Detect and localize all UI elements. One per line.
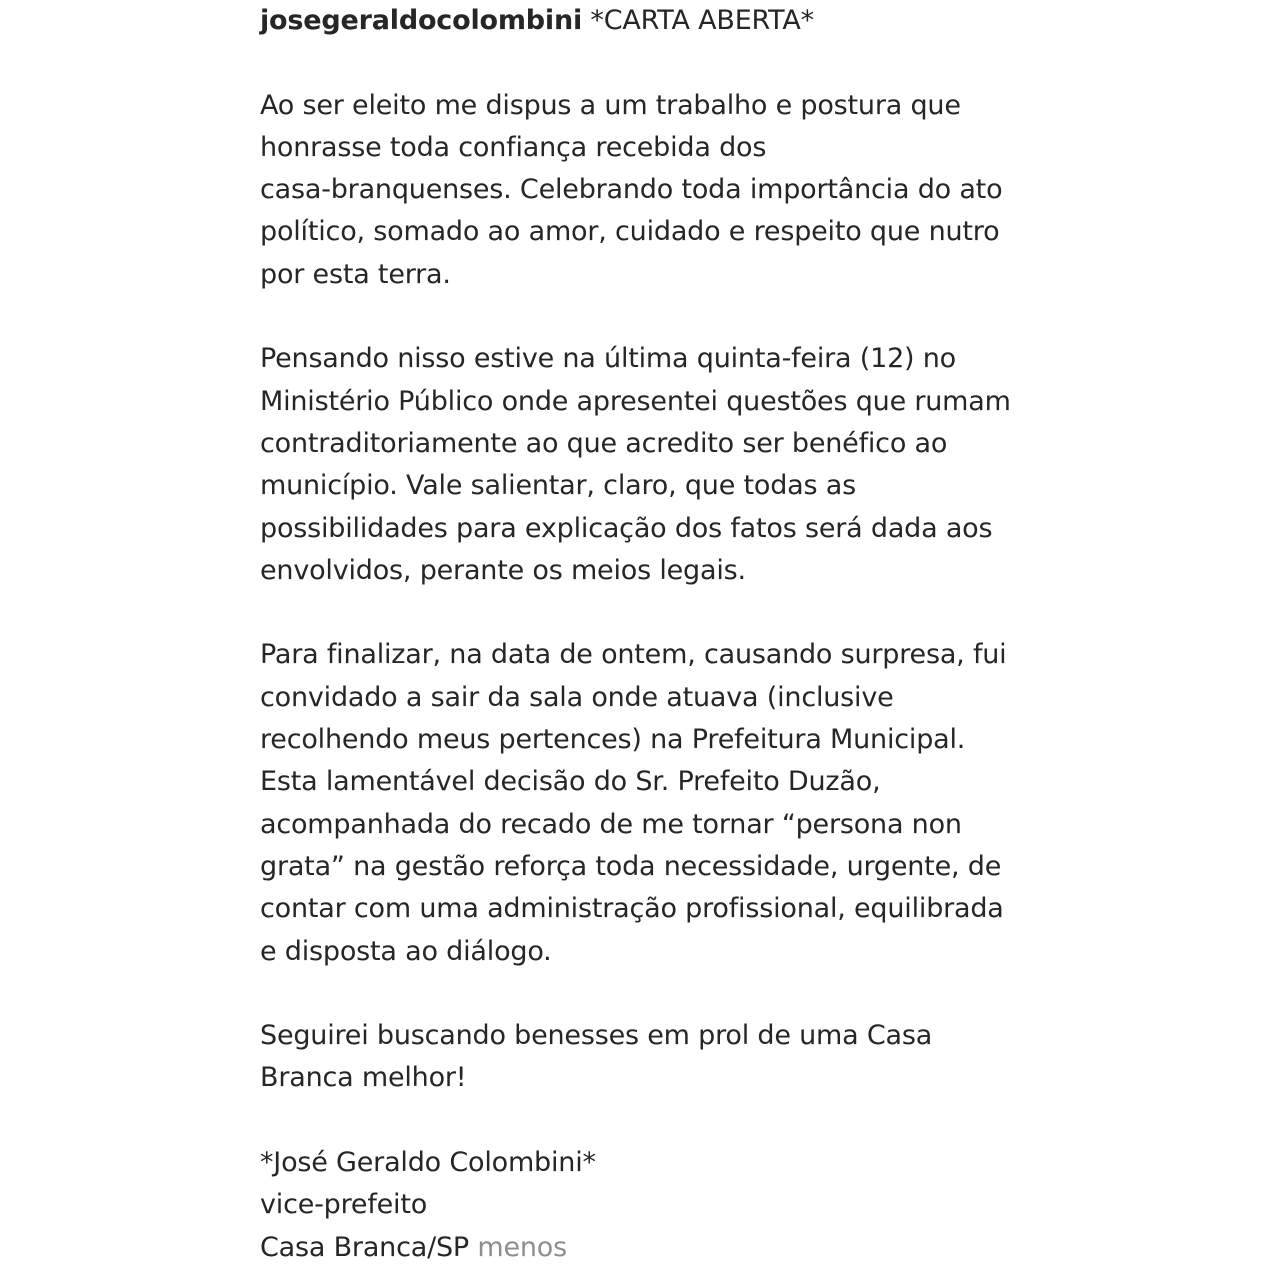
caption-line: Ao ser eleito me dispus a um trabalho e postura que bbox=[260, 89, 961, 121]
caption-paragraph-2 bbox=[260, 338, 1090, 592]
signature-block bbox=[260, 1142, 1090, 1269]
signature-role: vice-prefeito bbox=[260, 1189, 428, 1221]
caption-paragraph-3 bbox=[260, 634, 1090, 972]
caption-headline: *CARTA ABERTA* bbox=[582, 5, 814, 36]
caption-line: convidado a sair da sala onde atuava (inclusive bbox=[260, 681, 894, 713]
caption-line: acompanhada do recado de me tornar “persona non bbox=[260, 808, 962, 840]
caption-line: município. Vale salientar, claro, que todas as bbox=[260, 470, 856, 502]
caption-line: Branca melhor! bbox=[260, 1062, 467, 1094]
caption-line: contraditoriamente ao que acredito ser benéfico ao bbox=[260, 427, 948, 459]
spacer bbox=[260, 296, 1090, 338]
caption-line: político, somado ao amor, cuidado e respeito que nutro bbox=[260, 216, 1000, 248]
caption-line: envolvidos, perante os meios legais. bbox=[260, 554, 746, 586]
signature-name: *José Geraldo Colombini* bbox=[260, 1147, 596, 1179]
spacer bbox=[260, 592, 1090, 634]
spacer bbox=[260, 42, 1090, 84]
caption-line: Seguirei buscando benesses em prol de uma Casa bbox=[260, 1020, 933, 1052]
caption-line: recolhendo meus pertences) na Prefeitura Municipal. bbox=[260, 724, 966, 756]
caption-line: e disposta ao diálogo. bbox=[260, 935, 552, 967]
caption-paragraph-1 bbox=[260, 85, 1090, 296]
caption-line: honrasse toda confiança recebida dos bbox=[260, 131, 767, 163]
username-link[interactable]: josegeraldocolombini bbox=[260, 5, 583, 36]
caption-paragraph-4 bbox=[260, 1015, 1090, 1100]
caption-line: grata” na gestão reforça toda necessidade, urgente, de bbox=[260, 850, 1002, 882]
caption-header bbox=[260, 0, 1090, 42]
caption-line: casa-branquenses. Celebrando toda importância do ato bbox=[260, 174, 1003, 206]
post-caption bbox=[260, 0, 1090, 1269]
less-button[interactable]: menos bbox=[477, 1231, 567, 1263]
caption-line: Esta lamentável decisão do Sr. Prefeito Duzão, bbox=[260, 766, 881, 798]
spacer bbox=[260, 973, 1090, 1015]
spacer bbox=[260, 1100, 1090, 1142]
caption-line: contar com uma administração profissional, equilibrada bbox=[260, 893, 1004, 925]
caption-line: Pensando nisso estive na última quinta-feira (12) no bbox=[260, 343, 956, 375]
signature-location-line bbox=[260, 1227, 1090, 1269]
caption-line: por esta terra. bbox=[260, 258, 451, 290]
signature-location: Casa Branca/SP bbox=[260, 1231, 469, 1263]
caption-line: Ministério Público onde apresentei questões que rumam bbox=[260, 385, 1011, 417]
caption-line: Para finalizar, na data de ontem, causando surpresa, fui bbox=[260, 639, 1007, 671]
caption-line: possibilidades para explicação dos fatos será dada aos bbox=[260, 512, 993, 544]
